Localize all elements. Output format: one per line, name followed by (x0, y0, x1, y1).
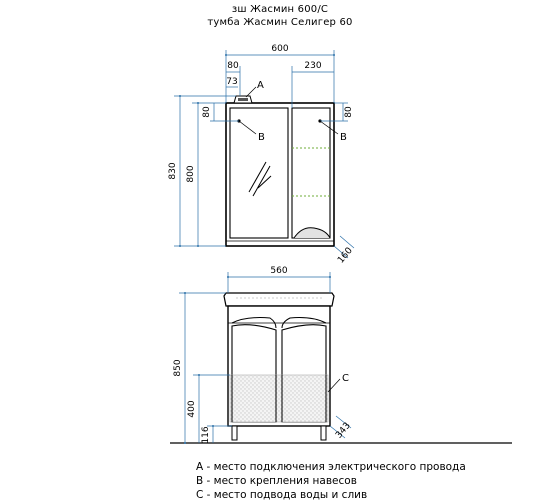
dim-cabinet-height-inner: 400 (187, 400, 197, 418)
dim-cabinet-width: 560 (270, 266, 288, 276)
water-supply-zone (230, 375, 328, 422)
dim-mirror-left-small: 73 (226, 77, 238, 87)
header-line-2: тумба Жасмин Селигер 60 (207, 17, 353, 28)
mirror-cabinet (226, 96, 334, 246)
marker-a: A (257, 80, 264, 91)
marker-c: C (342, 373, 349, 384)
dim-mirror-height-body: 800 (186, 165, 196, 183)
shelf-column (292, 108, 330, 238)
dim-cabinet-height-total: 850 (173, 359, 183, 377)
legend-item-c: С - место подвода воды и слив (196, 489, 368, 501)
vanity-cabinet (170, 293, 512, 443)
dim-mirror-top-right: 80 (344, 106, 354, 118)
dim-mirror-depth: 160 (336, 245, 355, 266)
legend-item-a: A - место подключения электрического провода (196, 461, 466, 473)
dim-mirror-width: 600 (271, 44, 289, 54)
dim-cabinet-depth: 343 (334, 420, 353, 441)
leg-left (232, 426, 237, 440)
dim-mirror-top-left: 80 (202, 106, 212, 118)
header-line-1: зш Жасмин 600/С (231, 4, 329, 15)
legend-item-b: В - место крепления навесов (196, 475, 357, 487)
dim-cabinet-leg-height: 116 (201, 426, 211, 444)
marker-b-right: B (340, 132, 347, 143)
sink-top (224, 293, 334, 306)
dim-mirror-right-offset: 230 (304, 61, 322, 71)
marker-b-left: B (258, 132, 265, 143)
leg-right (321, 426, 326, 440)
dim-mirror-height-total: 830 (168, 162, 178, 180)
mirror-panel (230, 108, 288, 238)
dim-mirror-left-offset: 80 (227, 61, 239, 71)
